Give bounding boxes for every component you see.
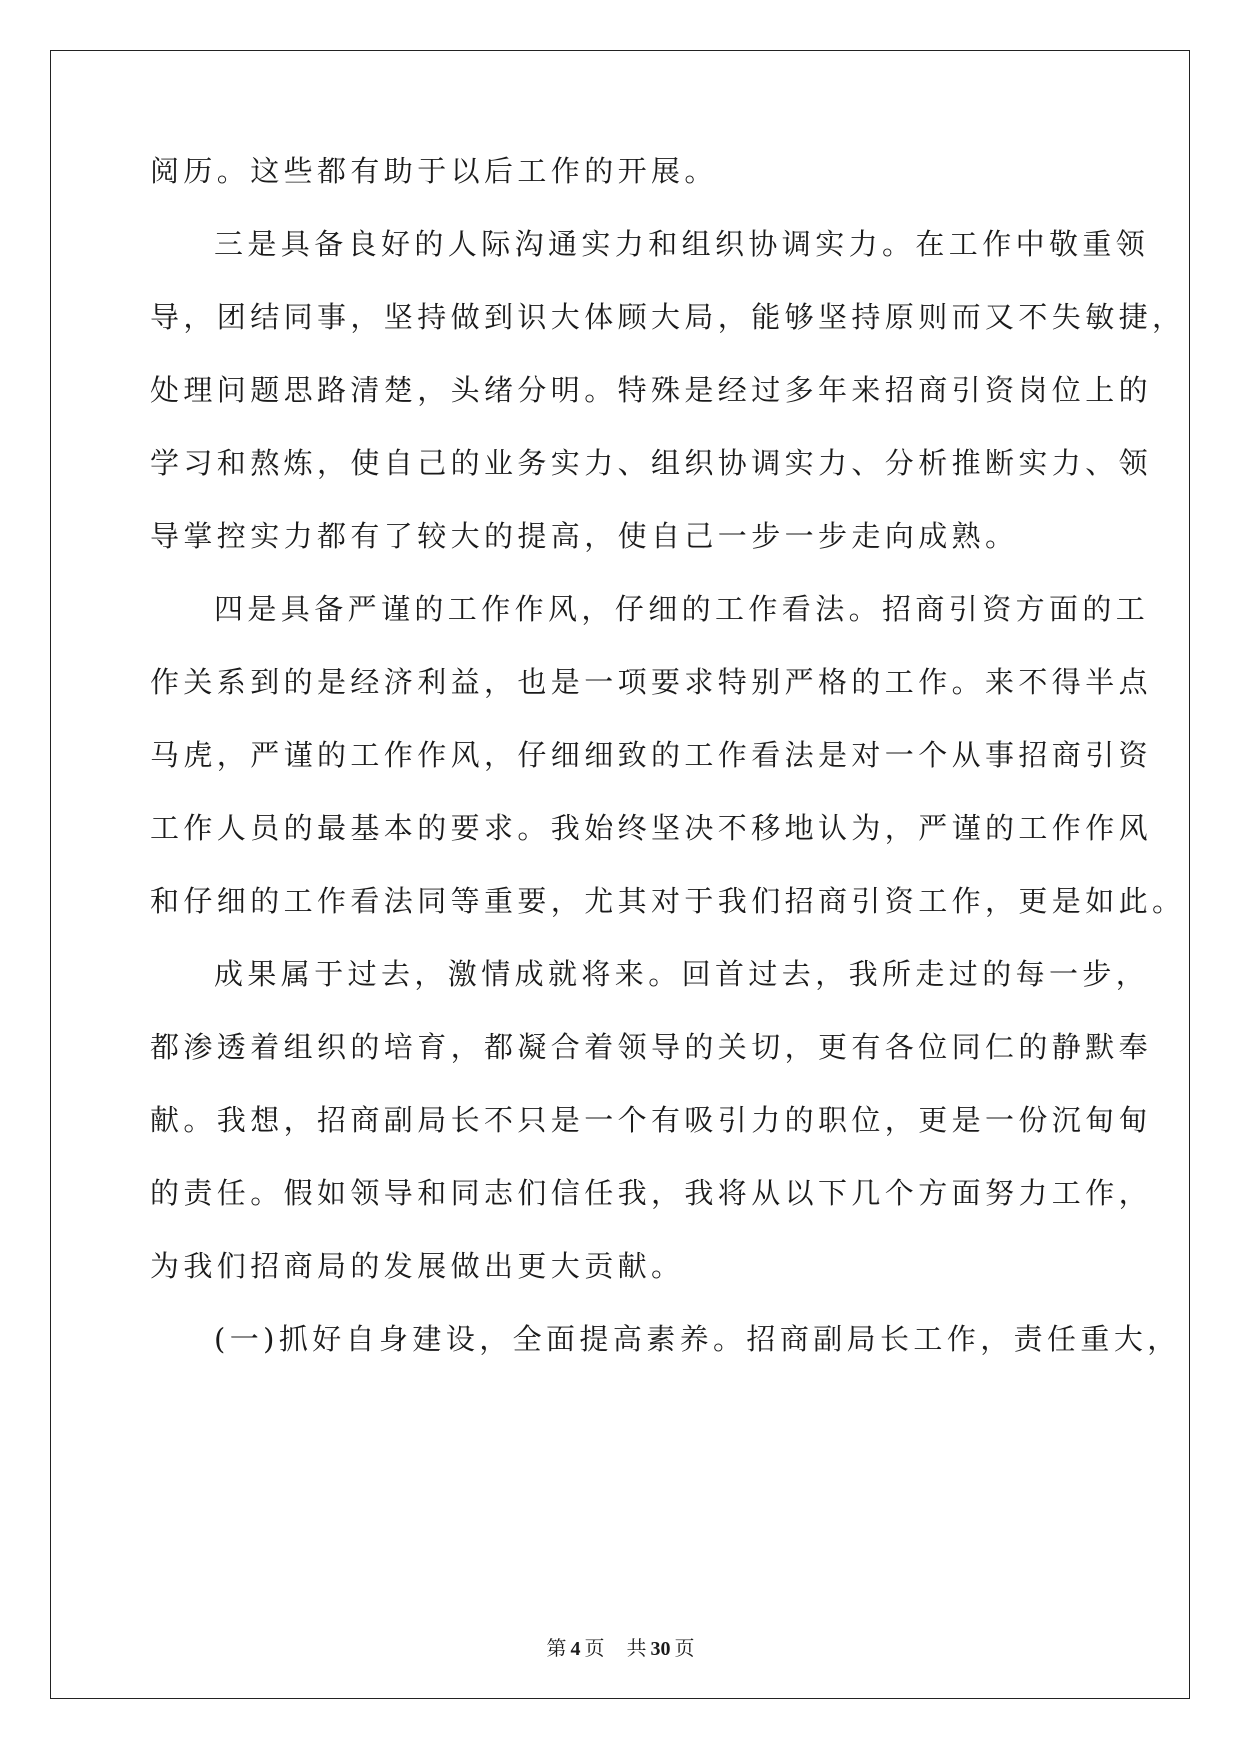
paragraph-five-line-4: 的责任。假如领导和同志们信任我，我将从以下几个方面努力工作， [150, 1176, 1153, 1210]
paragraph-four-line-4: 工作人员的最基本的要求。我始终坚决不移地认为，严谨的工作作风 [150, 811, 1153, 845]
footer-total-pages: 30 [650, 1638, 671, 1660]
paragraph-four-line-5: 和仔细的工作看法同等重要，尤其对于我们招商引资工作，更是如此。 [150, 884, 1186, 918]
body-line-1: 阅历。这些都有助于以后工作的开展。 [150, 154, 718, 188]
paragraph-three-line-5: 导掌控实力都有了较大的提高，使自己一步一步走向成熟。 [150, 519, 1019, 553]
paragraph-four-line-1: 四是具备严谨的工作作风，仔细的工作看法。招商引资方面的工 [214, 592, 1150, 626]
page-footer [0, 1632, 1241, 1661]
footer-page-prefix: 第 [546, 1636, 567, 1660]
paragraph-three-line-1: 三是具备良好的人际沟通实力和组织协调实力。在工作中敬重领 [214, 227, 1150, 261]
footer-total-prefix: 共 [626, 1636, 647, 1660]
paragraph-five-line-5: 为我们招商局的发展做出更大贡献。 [150, 1249, 685, 1283]
footer-page-number: 4 [570, 1638, 581, 1660]
paragraph-five-line-1: 成果属于过去，激情成就将来。回首过去，我所走过的每一步， [214, 957, 1150, 991]
paragraph-five-line-3: 献。我想，招商副局长不只是一个有吸引力的职位，更是一份沉甸甸 [150, 1103, 1153, 1137]
paragraph-three-line-2: 导，团结同事，坚持做到识大体顾大局，能够坚持原则而又不失敏捷， [150, 300, 1186, 334]
paragraph-four-line-2: 作关系到的是经济利益，也是一项要求特别严格的工作。来不得半点 [150, 665, 1153, 699]
page-border [50, 50, 1190, 1699]
paragraph-three-line-4: 学习和熬炼，使自己的业务实力、组织协调实力、分析推断实力、领 [150, 446, 1153, 480]
paragraph-three-line-3: 处理问题思路清楚，头绪分明。特殊是经过多年来招商引资岗位上的 [150, 373, 1153, 407]
paragraph-four-line-3: 马虎，严谨的工作作风，仔细细致的工作看法是对一个从事招商引资 [150, 738, 1153, 772]
paragraph-five-line-2: 都渗透着组织的培育，都凝合着领导的关切，更有各位同仁的静默奉 [150, 1030, 1153, 1064]
footer-page-suffix: 页 [584, 1636, 605, 1660]
footer-total-suffix: 页 [674, 1636, 695, 1660]
paragraph-six-line-1: (一)抓好自身建设，全面提高素养。招商副局长工作，责任重大， [214, 1322, 1181, 1356]
